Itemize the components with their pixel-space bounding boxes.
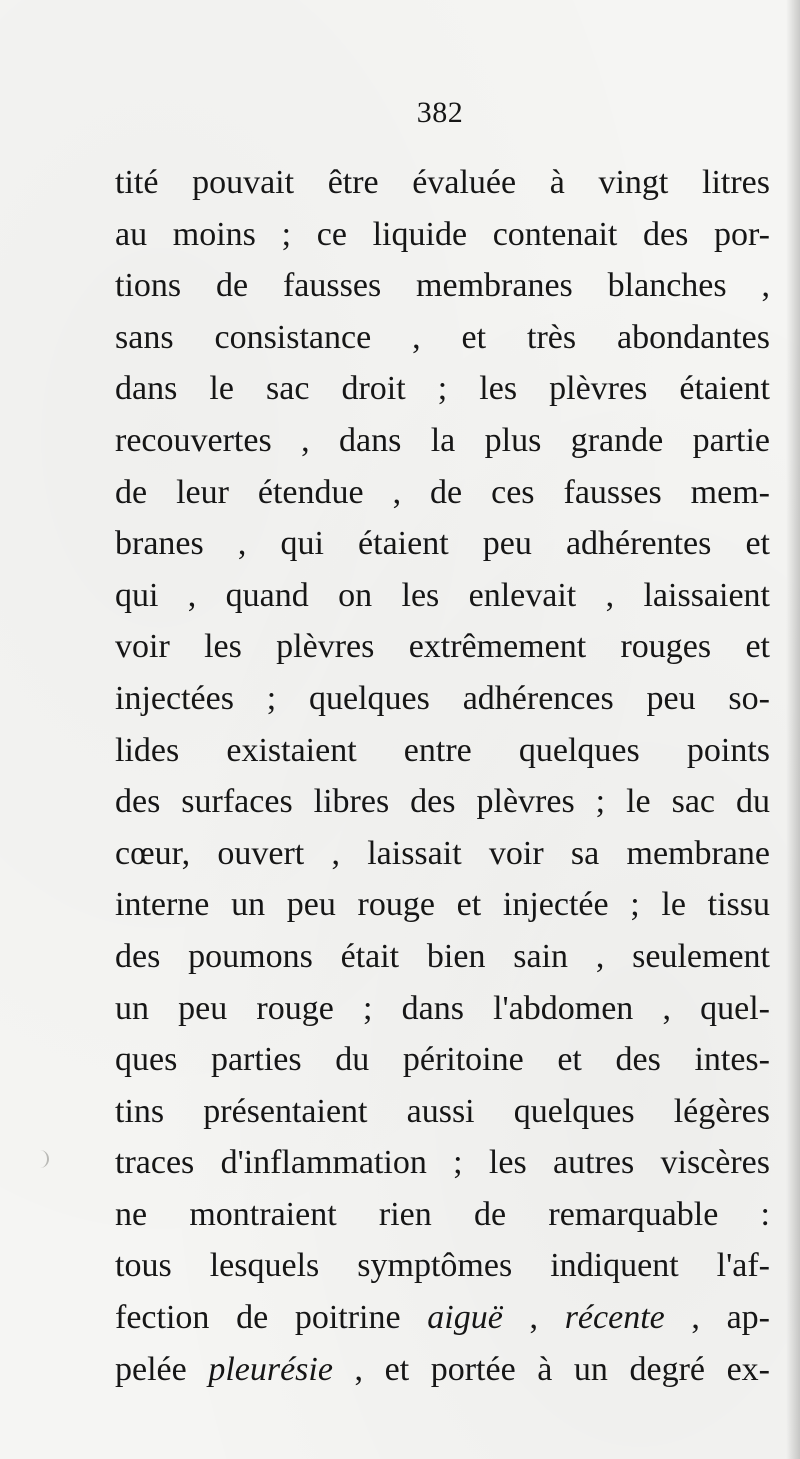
text-line: [115, 621, 770, 673]
text-line: [115, 570, 770, 622]
text-segment: fection de poitrine: [115, 1299, 428, 1337]
text-segment: voir les plèvres extrêmement rouges et: [115, 628, 770, 666]
text-segment: pelée: [115, 1350, 209, 1388]
text-segment: sans consistance , et très abondantes: [115, 318, 770, 356]
text-line: [115, 983, 770, 1035]
text-segment: tité pouvait être évaluée à vingt litres: [115, 164, 770, 201]
text-segment: qui , quand on les enlevait , laissaient: [115, 576, 770, 614]
body-text: [115, 157, 770, 1395]
text-line: [115, 725, 770, 777]
text-segment: injectées ; quelques adhérences peu so-: [115, 679, 770, 717]
text-line: [115, 1034, 770, 1086]
italic-text: pleurésie: [208, 1350, 333, 1388]
text-segment: ne montraient rien de remarquable :: [115, 1195, 770, 1233]
margin-mark: [33, 1150, 49, 1168]
text-segment: ques parties du péritoine et des intes-: [115, 1041, 770, 1079]
text-segment: interne un peu rouge et injectée ; le tissu: [115, 886, 770, 924]
text-line: [115, 1086, 770, 1138]
text-segment: lides existaient entre quelques points: [115, 731, 770, 769]
text-line: [115, 1292, 770, 1344]
text-segment: des surfaces libres des plèvres ; le sac du: [115, 783, 770, 821]
text-line: [115, 518, 770, 570]
text-segment: cœur, ouvert , laissait voir sa membrane: [115, 834, 770, 872]
text-segment: dans le sac droit ; les plèvres étaient: [115, 370, 770, 408]
text-line: [115, 157, 770, 209]
text-line: [115, 312, 770, 364]
text-line: [115, 879, 770, 931]
text-segment: , et portée à un degré ex-: [332, 1350, 770, 1388]
text-segment: des poumons était bien sain , seulement: [115, 937, 770, 975]
text-line: [115, 828, 770, 880]
text-segment: recouvertes , dans la plus grande partie: [115, 421, 770, 459]
text-line: [115, 1240, 770, 1292]
text-line: [115, 673, 770, 725]
text-segment: ,: [502, 1299, 565, 1337]
text-segment: un peu rouge ; dans l'abdomen , quel-: [115, 989, 770, 1027]
text-segment: tins présentaient aussi quelques légères: [115, 1092, 770, 1130]
text-line: [115, 209, 770, 261]
text-segment: branes , qui étaient peu adhérentes et: [115, 525, 770, 563]
text-line: [115, 467, 770, 519]
text-line: [115, 1189, 770, 1241]
text-segment: de leur étendue , de ces fausses mem-: [115, 473, 770, 511]
text-segment: tous lesquels symptômes indiquent l'af-: [115, 1247, 770, 1285]
text-line: [115, 1137, 770, 1189]
text-line: [115, 1344, 770, 1396]
text-segment: tions de fausses membranes blanches ,: [115, 267, 770, 305]
text-segment: , ap-: [664, 1299, 770, 1337]
text-line: [115, 260, 770, 312]
italic-text: récente: [564, 1299, 665, 1337]
text-line: [115, 415, 770, 467]
text-segment: traces d'inflammation ; les autres viscères: [115, 1144, 770, 1182]
page-number: 382: [416, 96, 464, 129]
text-segment: au moins ; ce liquide contenait des por-: [115, 215, 770, 253]
text-line: [115, 363, 770, 415]
text-line: [115, 931, 770, 983]
italic-text: aiguë: [427, 1299, 503, 1337]
text-line: [115, 776, 770, 828]
page-edge-shadow: [786, 0, 800, 1459]
